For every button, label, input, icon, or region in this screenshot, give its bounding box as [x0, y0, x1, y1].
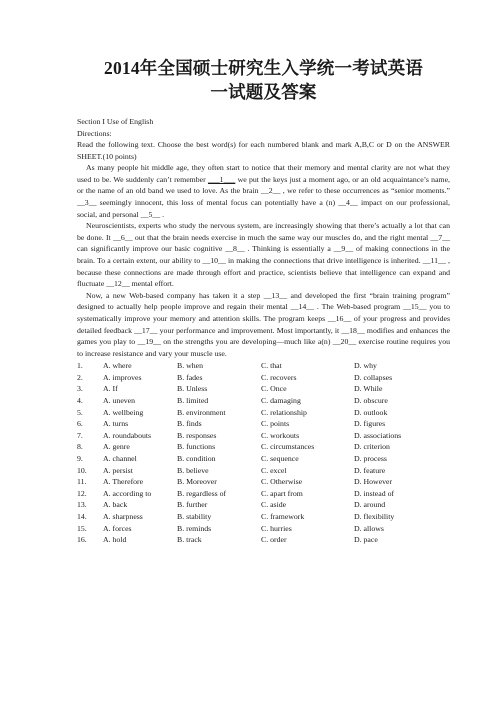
- option-a: A. sharpness: [103, 512, 143, 521]
- question-number: 4.: [77, 396, 83, 406]
- option-c: C. that: [261, 361, 282, 371]
- option-d: D. instead of: [354, 488, 395, 498]
- question-number: 8.: [77, 442, 83, 452]
- question-number: 1.: [77, 361, 83, 371]
- paragraph-1-part-1: As many people hit middle age, they often start to notice that their memory and mental clarity are not what they used to be. We suddenly can’t remember: [77, 163, 450, 184]
- option-b: B. further: [177, 500, 208, 510]
- passage-paragraph-2: Neuroscientists, experts who study the nervous system, are increasingly showing that there’s actually a lot that can be done. It __6__ out that the brain needs exercise in much the same way our muscles do, and the right mental __7__ can significantly improve our basic cognitive __8__ . Thinking is essentially a __9__ of making connections in the brain. To a certain extent, our ability to __10__ in making the connections that drive intelligence is inherited. __11__ , because these connections are made through effort and practice, scientists believe that intelligence can expand and fluctuate __12__ mental effort.: [77, 221, 450, 289]
- question-number: 14.: [77, 512, 87, 521]
- option-row: [77, 430, 450, 442]
- option-a: A. Therefore: [103, 477, 144, 487]
- title-line-1: 2014年全国硕士研究生入学统一考试英语: [104, 58, 423, 78]
- option-c: C. Once: [261, 384, 287, 394]
- option-d: D. figures: [354, 419, 386, 429]
- option-d: D. associations: [354, 430, 402, 440]
- paragraph-1-part-2: we put the keys just a moment ago, or an old acquaintance’s name, or the name of an old band we used to love. As the brain __2__ , we refer to these occurrences as “senior moments.” __3__ seemingly innocent, this loss of mental focus can potentially have a (n) __4__ impact on our professional, social, and personal __5__ .: [77, 174, 450, 219]
- option-b: B. fades: [177, 372, 203, 382]
- option-a: A. roundabouts: [103, 430, 152, 440]
- option-c: C. circumstances: [261, 442, 315, 452]
- option-b: B. condition: [177, 454, 216, 464]
- question-number: 11.: [77, 477, 87, 487]
- option-b: B. Unless: [177, 384, 208, 394]
- option-a: A. turns: [103, 419, 129, 429]
- option-a: A. where: [103, 361, 132, 371]
- option-a: A. hold: [103, 535, 127, 545]
- question-number: 6.: [77, 419, 83, 429]
- option-a: A. improves: [103, 372, 142, 382]
- option-c: C. damaging: [261, 396, 301, 406]
- passage-paragraph-3: Now, a new Web-based company has taken it a step __13__ and developed the first “brain training program” designed to actually help people improve and regain their mental __14__ . The Web-based program __15__ you to systematically improve your memory and attention skills. The program keeps __16__ of your progress and provides detailed feedback __17__ your performance and improvement. Most importantly, it __18__ modifies and enhances the games you play to __19__ on the strengths you are developing—much like a(n) __20__ exercise routine requires you to increase resistance and vary your muscle use.: [77, 290, 450, 358]
- document-title: [77, 56, 450, 104]
- option-b: B. limited: [177, 396, 209, 406]
- option-a: A. forces: [103, 523, 132, 533]
- option-d: D. criterion: [354, 442, 390, 452]
- option-row: [77, 441, 450, 453]
- question-number: 10.: [77, 465, 87, 475]
- option-b: B. environment: [177, 407, 226, 417]
- option-d: D. obscure: [354, 396, 388, 406]
- question-number: 16.: [77, 535, 87, 545]
- option-a: A. persist: [103, 465, 133, 475]
- option-d: D. However: [354, 477, 393, 487]
- option-d: D. outlook: [354, 407, 388, 417]
- option-c: C. apart from: [261, 488, 303, 498]
- option-b: B. regardless of: [177, 488, 227, 498]
- option-c: C. aside: [261, 500, 287, 510]
- option-d: D. While: [354, 384, 383, 394]
- question-number: 13.: [77, 500, 87, 510]
- option-b: B. Moreover: [177, 477, 217, 487]
- option-a: A. wellbeing: [103, 407, 144, 417]
- option-c: C. hurries: [261, 523, 292, 533]
- option-row: [77, 383, 450, 395]
- option-a: A. channel: [103, 454, 137, 464]
- blank-1: ___1___: [207, 174, 236, 184]
- option-c: C. recovers: [261, 372, 297, 382]
- option-b: B. functions: [177, 442, 216, 452]
- option-c: C. excel: [261, 465, 287, 475]
- option-row: [77, 453, 450, 465]
- option-row: [77, 372, 450, 384]
- option-c: C. framework: [261, 512, 305, 521]
- option-row: [77, 488, 450, 500]
- option-row: [77, 395, 450, 407]
- option-c: C. points: [261, 419, 290, 429]
- option-d: D. collapses: [354, 372, 393, 382]
- option-row: [77, 476, 450, 488]
- option-b: B. when: [177, 361, 203, 371]
- question-number: 9.: [77, 454, 83, 464]
- question-number: 2.: [77, 372, 83, 382]
- option-d: D. flexibility: [354, 512, 395, 521]
- option-d: D. process: [354, 454, 387, 464]
- option-row: [77, 523, 450, 535]
- option-a: A. back: [103, 500, 128, 510]
- question-number: 5.: [77, 407, 83, 417]
- answer-options-table: [77, 360, 450, 546]
- section-heading: Section I Use of English: [77, 117, 154, 126]
- option-d: D. why: [354, 361, 377, 371]
- option-d: D. around: [354, 500, 386, 510]
- option-row: [77, 511, 450, 523]
- option-b: B. responses: [177, 430, 217, 440]
- question-number: 15.: [77, 523, 87, 533]
- option-row: [77, 465, 450, 477]
- option-c: C. Otherwise: [261, 477, 303, 487]
- question-number: 3.: [77, 384, 83, 394]
- option-a: A. uneven: [103, 396, 136, 406]
- option-d: D. pace: [354, 535, 378, 545]
- option-d: D. feature: [354, 465, 386, 475]
- option-c: C. sequence: [261, 454, 299, 464]
- option-a: A. If: [103, 384, 118, 394]
- option-a: A. genre: [103, 442, 130, 452]
- directions-text: Read the following text. Choose the best word(s) for each numbered blank and mark A,B,C or D on the ANSWER SHEET.(10 points): [77, 140, 450, 161]
- option-row: [77, 499, 450, 511]
- option-b: B. finds: [177, 419, 202, 429]
- option-row: [77, 407, 450, 419]
- passage-paragraph-1: [77, 162, 450, 220]
- option-row: [77, 418, 450, 430]
- option-b: B. track: [177, 535, 202, 545]
- option-d: D. allows: [354, 523, 384, 533]
- option-c: C. workouts: [261, 430, 300, 440]
- option-row: [77, 360, 450, 372]
- option-a: A. according to: [103, 488, 152, 498]
- option-c: C. relationship: [261, 407, 307, 417]
- option-b: B. believe: [177, 465, 209, 475]
- question-number: 12.: [77, 488, 87, 498]
- title-line-2: 一试题及答案: [210, 82, 317, 102]
- directions-label: Directions:: [77, 128, 112, 138]
- option-b: B. stability: [177, 512, 212, 521]
- question-number: 7.: [77, 430, 83, 440]
- option-row: [77, 534, 450, 546]
- option-c: C. order: [261, 535, 287, 545]
- option-b: B. reminds: [177, 523, 212, 533]
